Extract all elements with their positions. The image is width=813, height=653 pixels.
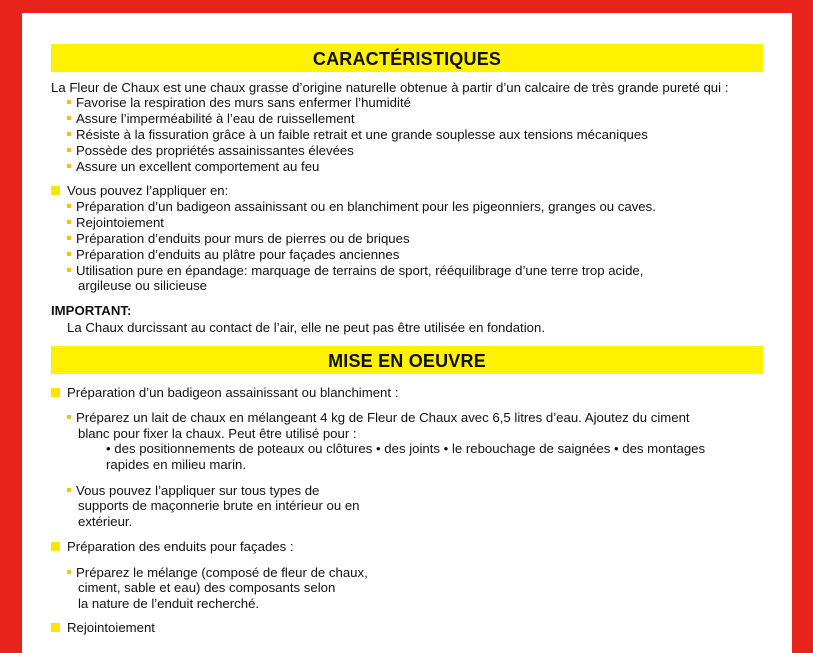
list-item: Résiste à la fissuration grâce à un faible retrait et une grande souplesse aux tensions mécaniques <box>67 127 648 143</box>
paragraph-line: extérieur. <box>78 514 133 529</box>
bullet-icon <box>67 164 71 168</box>
list-item: Assure l’imperméabilité à l’eau de ruissellement <box>67 111 355 127</box>
paragraph-line: Vous pouvez l’appliquer sur tous types de <box>67 483 319 499</box>
paragraph-line: ciment, sable et eau) des composants selon <box>78 580 336 595</box>
sec3-heading: Rejointoiement <box>51 620 155 636</box>
uses-line: • des positionnements de poteaux ou clôtures • des joints • le rebouchage de saignées • des montages <box>106 441 706 456</box>
bullet-icon <box>67 132 71 136</box>
document-sheet <box>22 13 792 653</box>
important-text: La Chaux durcissant au contact de l’air, elle ne peut pas être utilisée en fondation. <box>67 320 545 335</box>
paragraph-line: blanc pour fixer la chaux. Peut être utilisé pour : <box>78 426 357 441</box>
bullet-icon <box>67 488 71 492</box>
square-bullet-icon <box>51 623 60 632</box>
square-bullet-icon <box>51 186 60 195</box>
paragraph-line: la nature de l’enduit recherché. <box>78 596 260 611</box>
bullet-icon <box>67 268 71 272</box>
bullet-icon <box>67 252 71 256</box>
square-bullet-icon <box>51 542 60 551</box>
bullet-icon <box>67 415 71 419</box>
uses-line: rapides en milieu marin. <box>106 457 246 472</box>
paragraph-line: Préparez un lait de chaux en mélangeant 4 kg de Fleur de Chaux avec 6,5 litres d’eau. Ajoutez du ciment <box>67 410 690 426</box>
list-item: Possède des propriétés assainissantes élevées <box>67 143 354 159</box>
bullet-icon <box>67 236 71 240</box>
list-item: Préparation d’enduits pour murs de pierres ou de briques <box>67 231 410 247</box>
bullet-icon <box>67 204 71 208</box>
section-title-caracteristiques: CARACTÉRISTIQUES <box>51 44 763 72</box>
list-item: Préparation d’enduits au plâtre pour façades anciennes <box>67 247 399 263</box>
list-item: Rejointoiement <box>67 215 164 231</box>
list-item: Assure un excellent comportement au feu <box>67 159 319 175</box>
section-title-mise-en-oeuvre: MISE EN OEUVRE <box>51 346 763 374</box>
list-item: Favorise la respiration des murs sans enfermer l’humidité <box>67 95 411 111</box>
sec1-heading: Préparation d’un badigeon assainissant ou blanchiment : <box>51 385 398 401</box>
paragraph-line: Préparez le mélange (composé de fleur de chaux, <box>67 565 368 581</box>
list-item: Utilisation pure en épandage: marquage de terrains de sport, rééquilibrage d’une terre trop acide, <box>67 263 643 279</box>
apply-heading: Vous pouvez l’appliquer en: <box>51 183 228 199</box>
paragraph-line: supports de maçonnerie brute en intérieur ou en <box>78 498 360 513</box>
bullet-icon <box>67 570 71 574</box>
sec2-heading: Préparation des enduits pour façades : <box>51 539 294 555</box>
bullet-icon <box>67 148 71 152</box>
bullet-icon <box>67 116 71 120</box>
intro-text: La Fleur de Chaux est une chaux grasse d’origine naturelle obtenue à partir d’un calcaire de très grande pureté qui : <box>51 80 729 95</box>
square-bullet-icon <box>51 388 60 397</box>
list-item: Préparation d’un badigeon assainissant ou en blanchiment pour les pigeonniers, granges ou caves. <box>67 199 656 215</box>
bullet-icon <box>67 100 71 104</box>
list-item-continuation: argileuse ou silicieuse <box>78 278 208 293</box>
bullet-icon <box>67 220 71 224</box>
important-label: IMPORTANT: <box>51 303 132 318</box>
